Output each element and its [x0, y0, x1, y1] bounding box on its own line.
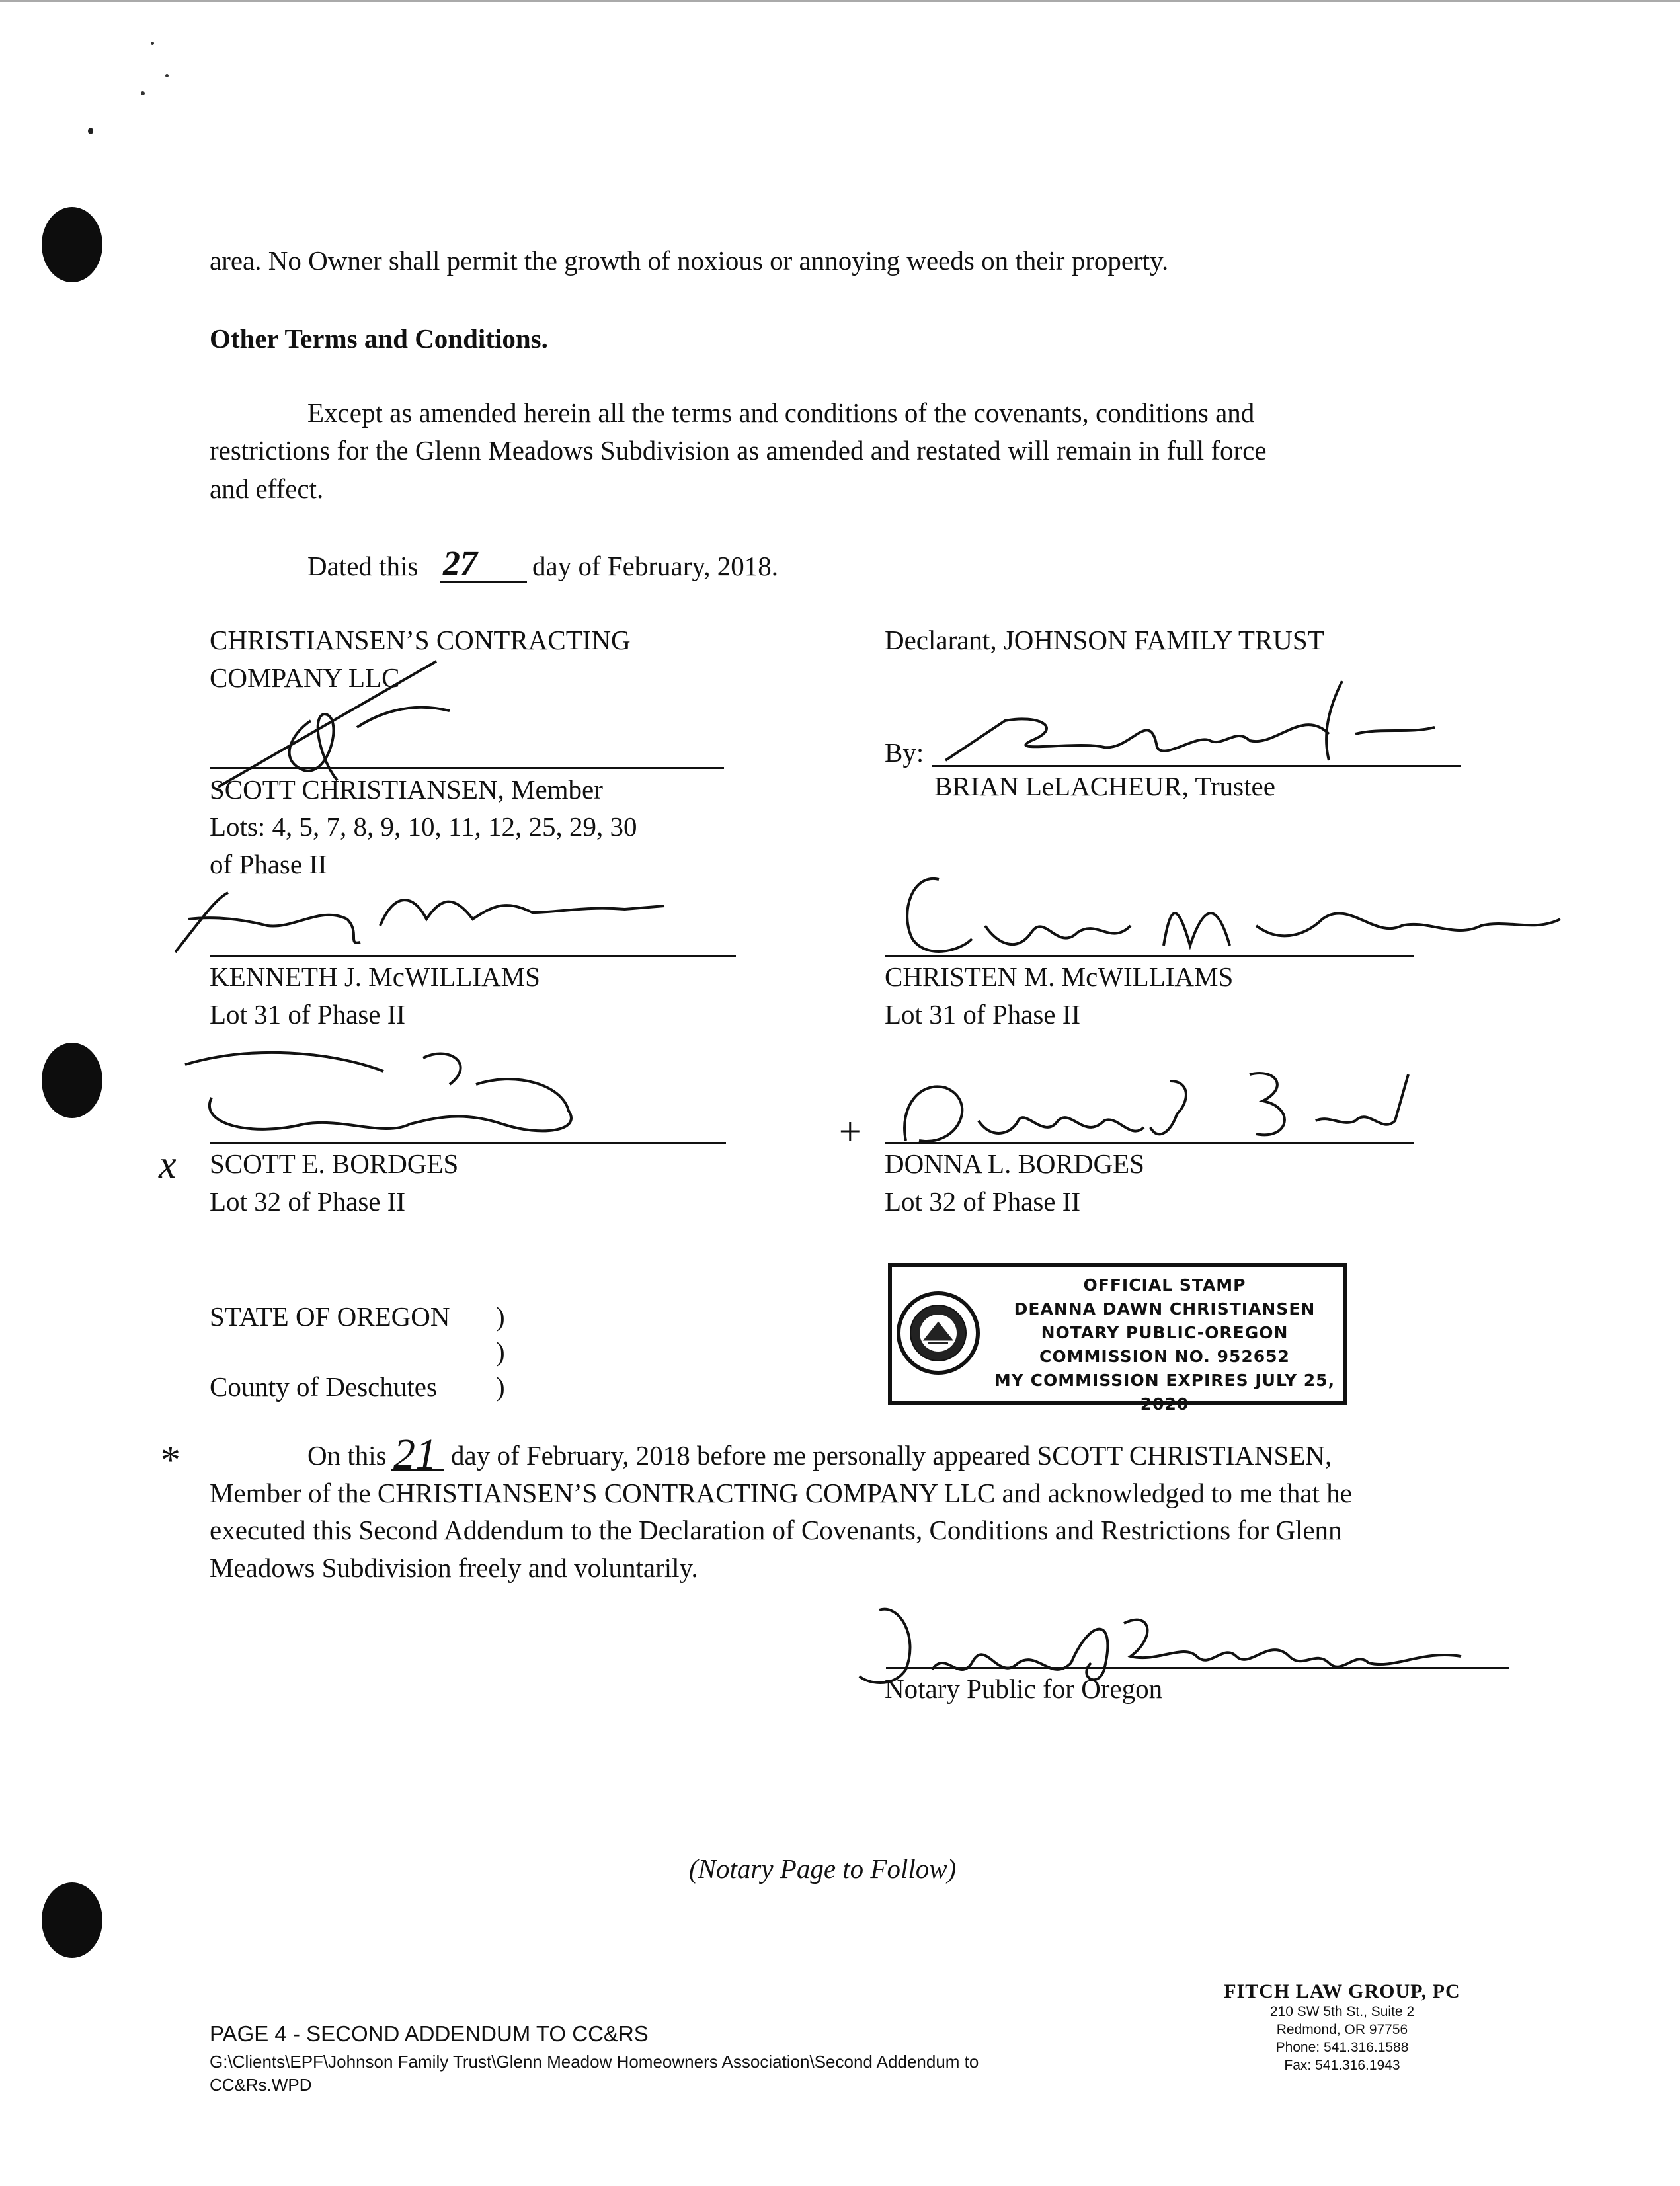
scan-edge-top	[0, 0, 1680, 2]
signature-line-scott-christiansen	[210, 767, 724, 769]
stamp-title: OFFICIAL STAMP	[1083, 1275, 1246, 1295]
christen-lot: Lot 31 of Phase II	[885, 999, 1081, 1030]
signature-line-christen	[885, 955, 1414, 957]
stamp-notary-name: DEANNA DAWN CHRISTIANSEN	[1014, 1299, 1316, 1318]
dated-label: Dated this	[307, 551, 419, 581]
paragraph-weeds: area. No Owner shall permit the growth of noxious or annoying weeds on their property.	[210, 245, 1169, 276]
firm-phone: Phone: 541.316.1588	[1275, 2040, 1409, 2055]
ack-line4: Meadows Subdivision freely and voluntarily.	[210, 1553, 698, 1583]
ack-day-handwritten: 21	[393, 1430, 437, 1478]
ack-day-line	[391, 1469, 444, 1471]
scan-speck	[151, 42, 154, 45]
signature-brian-lelacheur	[932, 668, 1461, 774]
notary-page-follow: (Notary Page to Follow)	[689, 1853, 957, 1884]
brian-name: BRIAN LeLACHEUR, Trustee	[934, 771, 1275, 801]
x-mark-donna-bordges: +	[836, 1110, 863, 1153]
venue-county: County of Deschutes	[210, 1371, 437, 1402]
stamp-commission-number: COMMISSION NO. 952652	[1039, 1347, 1290, 1366]
signature-line-kenneth	[210, 955, 736, 957]
scan-speck	[141, 91, 145, 95]
scott-christiansen-phase: of Phase II	[210, 849, 327, 879]
donna-name: DONNA L. BORDGES	[885, 1149, 1144, 1179]
stamp-commission-expires: MY COMMISSION EXPIRES JULY 25, 2020	[994, 1371, 1336, 1414]
signature-donna-bordges	[879, 1055, 1448, 1160]
punch-hole-bottom	[42, 1882, 102, 1958]
firm-block	[1183, 1980, 1501, 2074]
declarant-label: Declarant, JOHNSON FAMILY TRUST	[885, 625, 1324, 655]
scan-speck	[88, 128, 93, 134]
signature-line-scott-bordges	[210, 1142, 726, 1144]
dated-month-year: day of February, 2018.	[532, 551, 778, 581]
scott-bordges-name: SCOTT E. BORDGES	[210, 1149, 459, 1179]
venue-paren: )	[496, 1301, 505, 1332]
punch-hole-middle	[42, 1043, 102, 1118]
signature-line-brian	[932, 765, 1461, 767]
company-name-line2: COMPANY LLC	[210, 663, 400, 693]
firm-address-city: Redmond, OR 97756	[1276, 2022, 1408, 2037]
venue-paren: )	[496, 1371, 505, 1402]
firm-fax: Fax: 541.316.1943	[1284, 2058, 1400, 2073]
christen-name: CHRISTEN M. McWILLIAMS	[885, 961, 1234, 992]
stamp-notary-public: NOTARY PUBLIC-OREGON	[1041, 1323, 1289, 1342]
punch-hole-top	[42, 207, 102, 282]
x-mark-scott-bordges: x	[159, 1143, 177, 1186]
notary-title: Notary Public for Oregon	[885, 1674, 1163, 1704]
venue-paren: )	[496, 1336, 505, 1367]
by-label: By:	[885, 737, 924, 768]
firm-address-street: 210 SW 5th St., Suite 2	[1269, 2004, 1415, 2019]
state-of-oregon-seal-icon	[895, 1277, 981, 1389]
kenneth-name: KENNETH J. McWILLIAMS	[210, 961, 540, 992]
scott-bordges-lot: Lot 32 of Phase II	[210, 1186, 406, 1217]
footer-file-path-line2: CC&Rs.WPD	[210, 2075, 312, 2095]
dated-day-handwritten: 27	[443, 545, 477, 583]
signature-scott-bordges	[172, 1045, 595, 1164]
paragraph-terms-line2: restrictions for the Glenn Meadows Subdivision as amended and restated will remain in full force	[210, 435, 1267, 466]
footer-page-label: PAGE 4 - SECOND ADDENDUM TO CC&RS	[210, 2021, 649, 2046]
signature-christen-mcwilliams	[886, 860, 1587, 965]
ack-on-this: On this	[307, 1440, 387, 1471]
signature-line-notary	[886, 1667, 1509, 1669]
scott-christiansen-lots: Lots: 4, 5, 7, 8, 9, 10, 11, 12, 25, 29, 30	[210, 811, 637, 842]
ack-line2: Member of the CHRISTIANSEN’S CONTRACTING COMPANY LLC and acknowledged to me that he	[210, 1478, 1352, 1508]
signature-kenneth-mcwilliams	[162, 879, 691, 959]
x-mark-acknowledgment: *	[159, 1438, 179, 1482]
paragraph-terms-line1: Except as amended herein all the terms and conditions of the covenants, conditions and	[307, 397, 1255, 428]
ack-line3: executed this Second Addendum to the Declaration of Covenants, Conditions and Restrictions for Glenn	[210, 1515, 1342, 1545]
kenneth-lot: Lot 31 of Phase II	[210, 999, 406, 1030]
donna-lot: Lot 32 of Phase II	[885, 1186, 1081, 1217]
ack-line1: day of February, 2018 before me personally appeared SCOTT CHRISTIANSEN,	[451, 1440, 1332, 1471]
venue-state: STATE OF OREGON	[210, 1301, 450, 1332]
official-notary-stamp	[888, 1263, 1347, 1414]
signature-line-donna	[885, 1142, 1414, 1144]
section-heading: Other Terms and Conditions.	[210, 323, 548, 354]
scott-christiansen-name: SCOTT CHRISTIANSEN, Member	[210, 774, 603, 805]
firm-name: FITCH LAW GROUP, PC	[1224, 1980, 1460, 2002]
company-name-line1: CHRISTIANSEN’S CONTRACTING	[210, 625, 631, 655]
paragraph-terms-line3: and effect.	[210, 473, 324, 504]
scan-speck	[165, 74, 169, 77]
footer-file-path-line1: G:\Clients\EPF\Johnson Family Trust\Glenn Meadow Homeowners Association\Second Addendum to	[210, 2052, 979, 2072]
